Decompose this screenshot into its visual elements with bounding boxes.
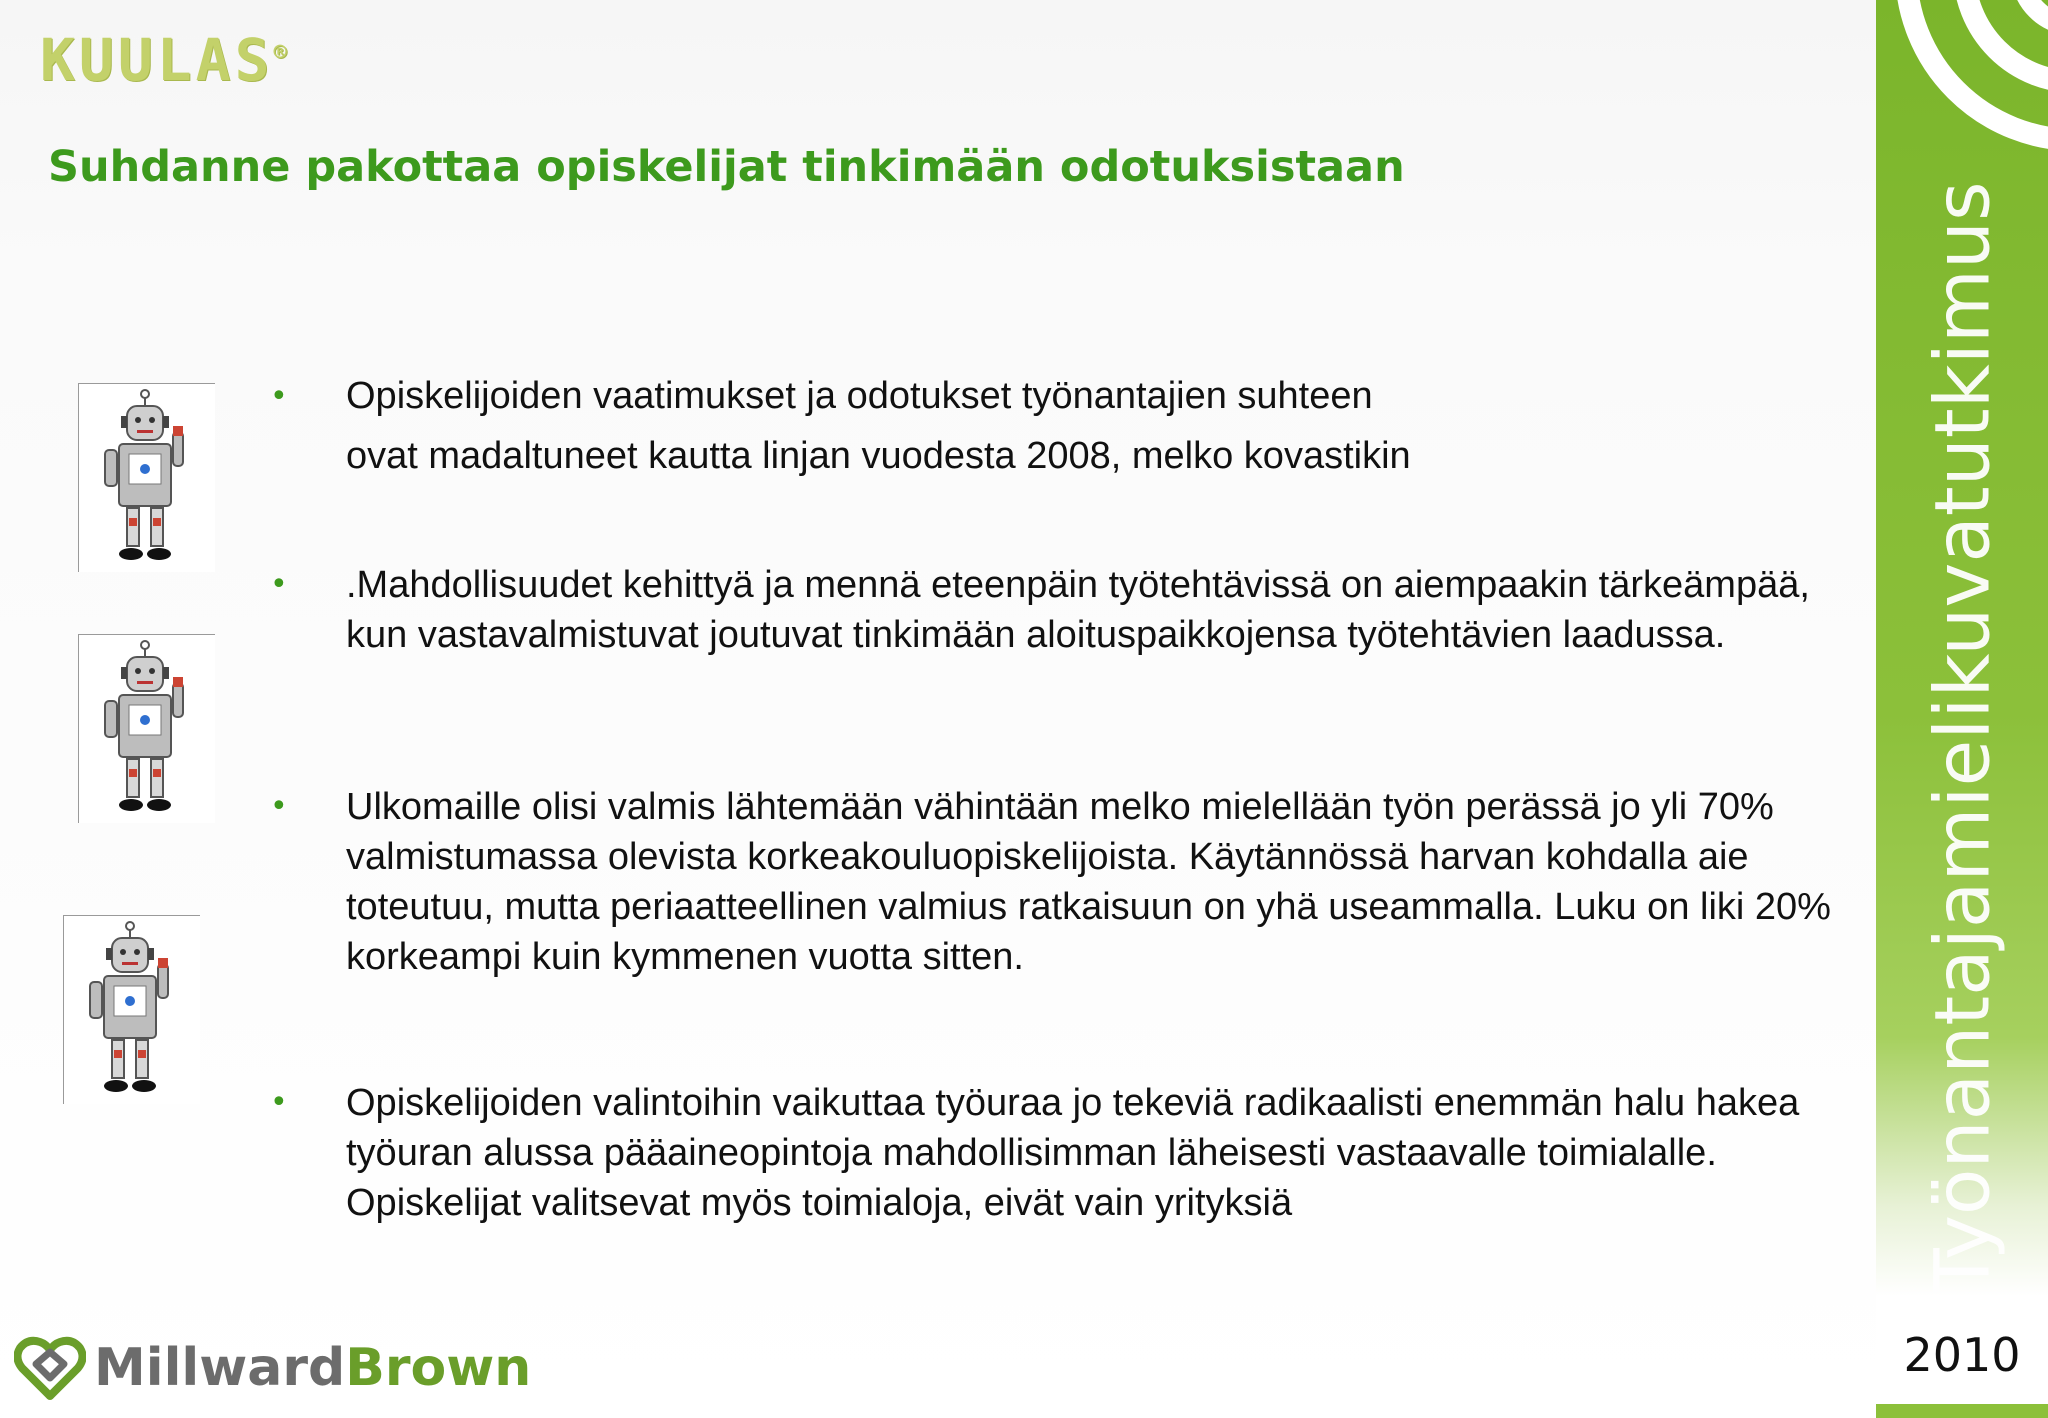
slide-title: Suhdanne pakottaa opiskelijat tinkimään odotuksistaan: [48, 142, 1405, 192]
robot-image-3: [63, 915, 200, 1104]
bullet-marker: •: [270, 1085, 288, 1120]
bullet-marker: •: [270, 789, 288, 824]
kuulas-logo-mark: ®: [273, 40, 291, 66]
sidebar-vertical-title: Työnantajamielikuvatutkimus: [1917, 181, 2007, 1295]
year-label: 2010: [1903, 1328, 2021, 1382]
bullet-text: .Mahdollisuudet kehittyä ja mennä eteenpäin työtehtävissä on aiempaakin tärkeämpää, kun vastavalmistuvat joutuvat tinkimään aloituspaikkojensa työtehtävien laadussa.: [346, 564, 1810, 656]
bullet-text: Ulkomaille olisi valmis lähtemään vähintään melko mielellään työn perässä jo yli 70% valmistumassa olevista korkeakouluopiskelijoista. Käytännössä harvan kohdalla aie toteutuu, mutta periaatteellinen valmius ratkaisuun on yhä useammalla. Luku on liki 20% korkeampi kuin kymmenen vuotta sitten.: [346, 786, 1831, 978]
arc-decoration-icon: [1876, 0, 2048, 200]
robot-icon: [85, 388, 209, 568]
bottom-accent-bar: [1876, 1404, 2048, 1418]
bullet-marker: •: [270, 379, 288, 414]
kuulas-logo: [40, 26, 291, 94]
robot-image-1: [78, 383, 215, 572]
robot-icon: [70, 920, 194, 1100]
bullet-text: Opiskelijoiden vaatimukset ja odotukset työnantajien suhteen ovat madaltuneet kautta linjan vuodesta 2008, melko kovastikin: [346, 375, 1411, 477]
heart-logo-icon: [14, 1334, 86, 1402]
robot-image-2: [78, 634, 215, 823]
robot-icon: [85, 639, 209, 819]
kuulas-logo-text: KUULAS: [40, 26, 274, 94]
sidebar-banner: [1876, 0, 2048, 1296]
bullet-marker: •: [270, 567, 288, 602]
millward-brown-wordmark: MillwardBrown: [94, 1338, 532, 1398]
bullet-text: Opiskelijoiden valintoihin vaikuttaa työuraa jo tekeviä radikaalisti enemmän halu hakea työuran alussa pääaineopintoja mahdollisimman läheisesti vastaavalle toimialalle. Opiskelijat valitsevat myös toimialoja, eivät vain yrityksiä: [346, 1082, 1800, 1224]
